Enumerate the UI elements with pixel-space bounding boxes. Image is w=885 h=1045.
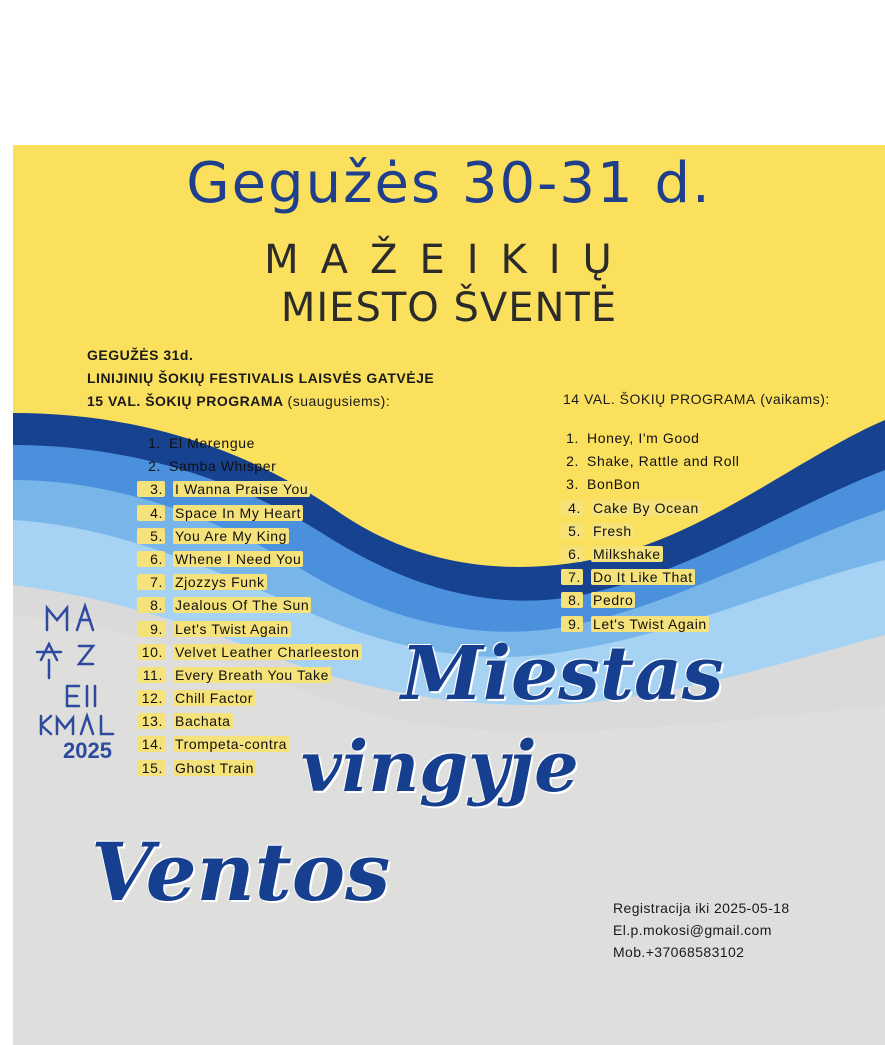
dance-list-item	[561, 569, 740, 592]
dance-title: Samba Whisper	[169, 458, 277, 475]
dance-number: 3.	[137, 481, 165, 497]
dance-title: Ghost Train	[175, 759, 254, 776]
dance-list-item	[561, 453, 740, 476]
slogan-word-miestas: Miestas	[401, 631, 724, 717]
dance-list-item	[137, 505, 362, 528]
dance-title: Bachata	[175, 713, 231, 730]
dance-number: 5.	[137, 528, 165, 544]
contact-email[interactable]: El.p.mokosi@gmail.com	[613, 922, 772, 938]
dance-title: Shake, Rattle and Roll	[587, 453, 740, 470]
dance-number: 1.	[566, 430, 579, 446]
dance-title: Cake By Ocean	[593, 499, 699, 516]
dance-list-item	[137, 528, 362, 551]
dance-list-item	[137, 458, 362, 481]
adults-program-title: 15 VAL. ŠOKIŲ PROGRAMA	[87, 393, 284, 409]
dance-list-item	[137, 667, 362, 690]
dance-list-item	[561, 430, 740, 453]
dance-title: I Wanna Praise You	[175, 481, 309, 498]
dance-number: 2.	[566, 453, 579, 470]
dance-title: El Merengue	[169, 435, 255, 451]
dance-number: 8.	[137, 597, 165, 613]
festival-day-label: GEGUŽĖS 31d.	[87, 347, 194, 363]
dance-title: Space In My Heart	[175, 504, 302, 521]
event-date-title: Gegužės 30-31 d.	[186, 151, 712, 216]
dance-number: 7.	[137, 574, 165, 590]
dance-list-item	[561, 476, 740, 499]
dance-title: Pedro	[593, 592, 634, 609]
dance-list-item	[561, 523, 740, 546]
dance-number: 4.	[137, 505, 165, 521]
dance-number: 9.	[137, 621, 165, 637]
slogan-word-vingyje: vingyje	[301, 725, 579, 808]
dance-number: 15.	[137, 760, 165, 776]
dance-number: 4.	[561, 500, 583, 516]
adults-program-note: (suaugusiems):	[287, 393, 391, 409]
dance-number: 7.	[561, 569, 583, 585]
dance-number: 3.	[566, 476, 579, 493]
dance-list-item	[137, 551, 362, 574]
dance-list-item	[137, 621, 362, 644]
dance-number: 5.	[561, 523, 583, 539]
city-name-title: MAŽEIKIŲ	[264, 237, 634, 283]
dance-number: 14.	[137, 736, 165, 752]
kids-program-heading	[563, 391, 830, 407]
dance-number: 9.	[561, 616, 583, 632]
dance-title: Velvet Leather Charleeston	[175, 643, 360, 660]
dance-number: 10.	[137, 644, 165, 660]
dance-number: 13.	[137, 713, 165, 729]
dance-list-item	[561, 500, 740, 523]
dance-list-item	[137, 644, 362, 667]
dance-list-item	[561, 592, 740, 615]
dance-title: Every Breath You Take	[175, 666, 329, 683]
dance-list-item	[137, 597, 362, 620]
adults-program-heading	[87, 393, 390, 409]
contact-info	[613, 897, 790, 963]
dance-number: 8.	[561, 592, 583, 608]
festival-name-title: MIESTO ŠVENTĖ	[280, 285, 618, 331]
dance-number: 2.	[148, 458, 161, 475]
dance-title: Honey, I'm Good	[587, 430, 700, 446]
dance-title: Chill Factor	[175, 690, 253, 707]
dance-number: 6.	[561, 546, 583, 562]
kids-program-note: (vaikams):	[760, 391, 830, 407]
dance-number: 1.	[148, 435, 161, 451]
dance-title: Jealous Of The Sun	[175, 597, 310, 614]
dance-title: You Are My King	[175, 527, 287, 544]
logo-year: 2025	[63, 738, 112, 763]
dance-list-item	[561, 546, 740, 569]
dance-number: 6.	[137, 551, 165, 567]
dance-title: Trompeta-contra	[175, 736, 287, 753]
kids-program-title: 14 VAL. ŠOKIŲ PROGRAMA	[563, 391, 756, 407]
festival-poster	[13, 145, 885, 1045]
slogan-word-ventos: Ventos	[91, 825, 391, 919]
dance-list-item	[137, 690, 362, 713]
dance-list-item	[137, 481, 362, 504]
dance-title: Let's Twist Again	[593, 615, 707, 632]
kids-dance-list	[561, 430, 740, 639]
dance-title: Whene I Need You	[175, 550, 302, 567]
dance-title: Let's Twist Again	[175, 620, 289, 637]
dance-title: Fresh	[593, 522, 632, 539]
dance-number: 11.	[137, 667, 165, 683]
dance-list-item	[137, 574, 362, 597]
dance-list-item	[137, 435, 362, 458]
dance-number: 12.	[137, 690, 165, 706]
dance-title: Zjozzys Funk	[175, 574, 265, 591]
festival-description: LINIJINIŲ ŠOKIŲ FESTIVALIS LAISVĖS GATVĖJE	[87, 370, 435, 386]
dance-title: BonBon	[587, 476, 641, 493]
contact-phone[interactable]: Mob.+37068583102	[613, 944, 745, 960]
registration-deadline: Registracija iki 2025-05-18	[613, 900, 790, 916]
dance-title: Do It Like That	[593, 569, 693, 586]
dance-title: Milkshake	[593, 545, 661, 562]
